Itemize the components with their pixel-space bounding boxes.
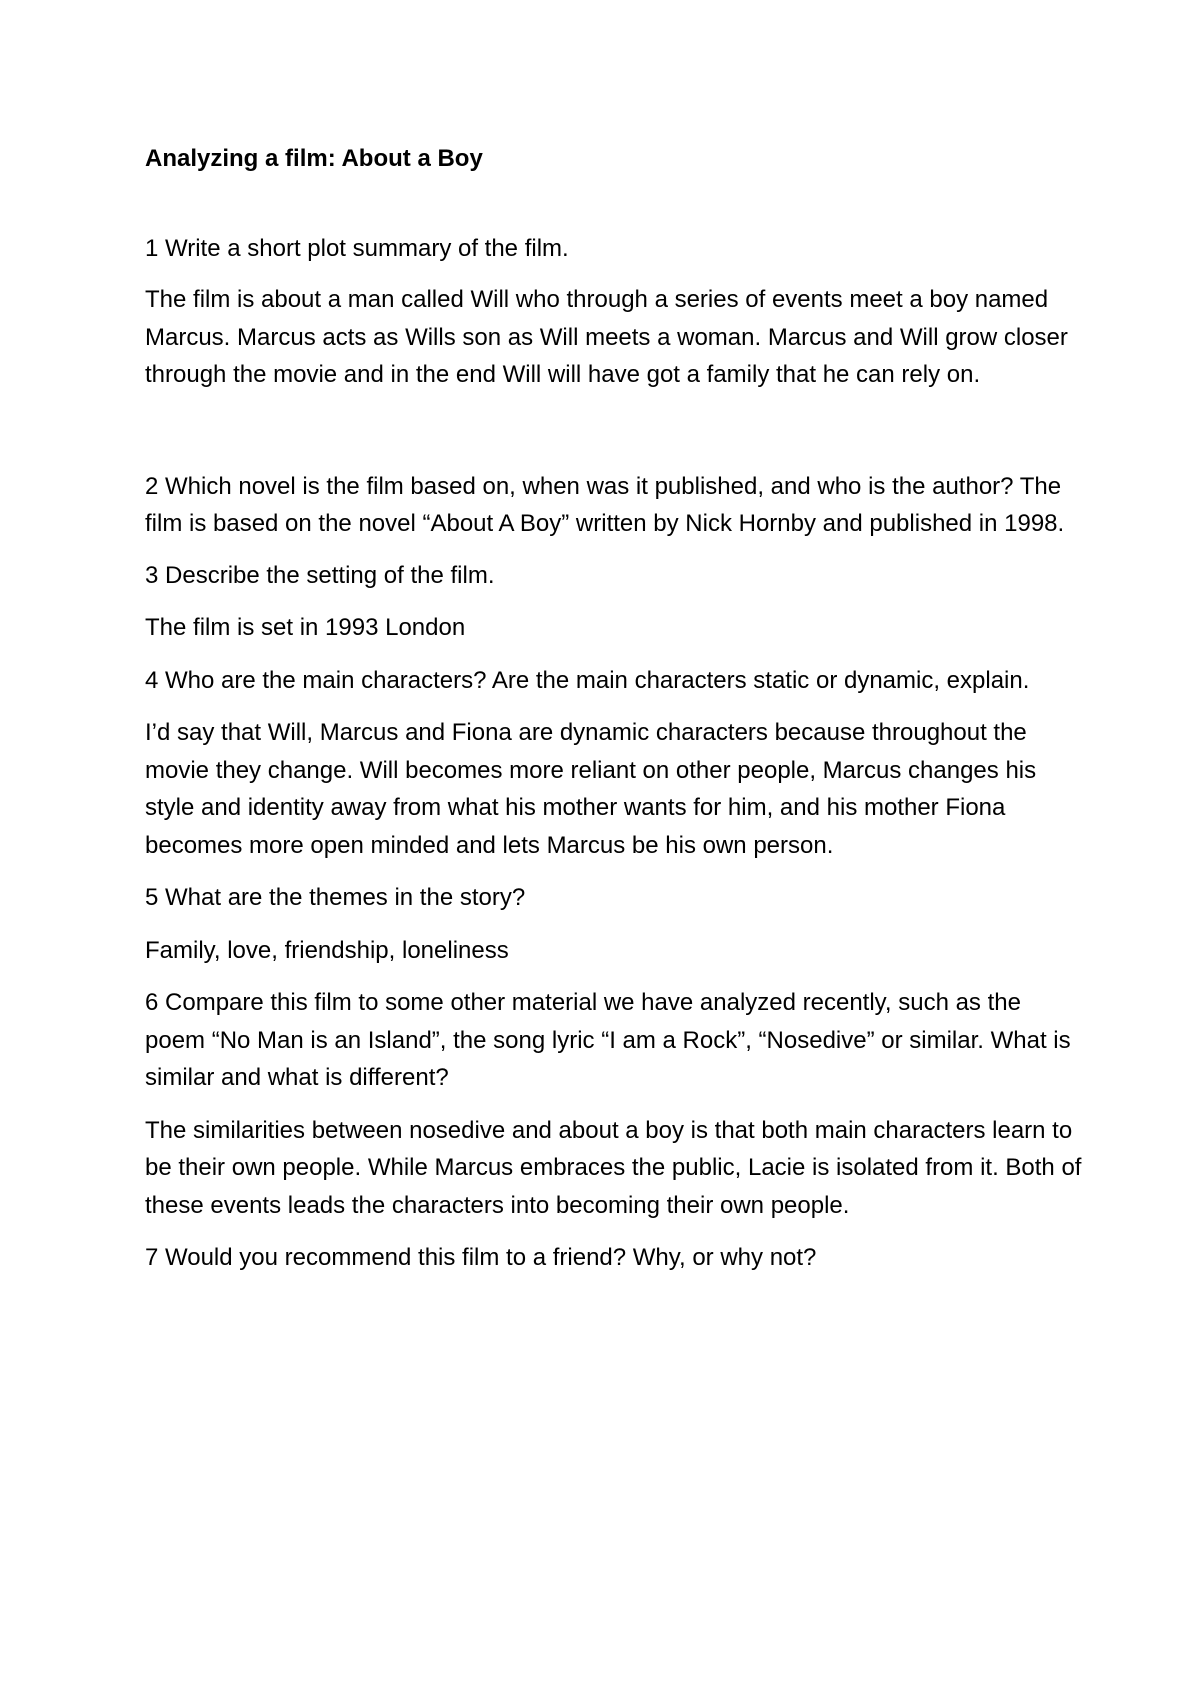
question-7: 7 Would you recommend this film to a friend? Why, or why not? — [145, 1244, 817, 1271]
document-title: Analyzing a film: About a Boy — [145, 145, 483, 172]
answer-5: Family, love, friendship, loneliness — [145, 936, 509, 964]
question-1: 1 Write a short plot summary of the film. — [145, 234, 569, 262]
question-5: 5 What are the themes in the story? — [145, 884, 526, 911]
question-2-with-answer: 2 Which novel is the film based on, when was it published, and who is the author? The film is based on the novel “About A Boy” written by Nick Hornby and published in 1998. — [145, 472, 1065, 537]
answer-1: The film is about a man called Will who through a series of events meet a boy named Marcus. Marcus acts as Wills son as Will meets a woman. Marcus and Will grow closer through the movie and in the end Will will have got a family that he can rely on. — [145, 286, 1068, 388]
document-page — [145, 140, 1085, 1292]
question-3: 3 Describe the setting of the film. — [145, 561, 495, 589]
question-6: 6 Compare this film to some other material we have analyzed recently, such as the poem “No Man is an Island”, the song lyric “I am a Rock”, “Nosedive” or similar. What is similar and what is different? — [145, 989, 1071, 1091]
answer-4: I’d say that Will, Marcus and Fiona are dynamic characters because throughout the movie they change. Will becomes more reliant on other people, Marcus changes his style and identity away from what his mother wants for him, and his mother Fiona becomes more open minded and lets Marcus be his own person. — [145, 719, 1037, 859]
question-4: 4 Who are the main characters? Are the main characters static or dynamic, explain. — [145, 666, 1030, 694]
answer-6: The similarities between nosedive and about a boy is that both main characters learn to be their own people. While Marcus embraces the public, Lacie is isolated from it. Both of these events leads the characters into becoming their own people. — [145, 1116, 1082, 1219]
answer-3: The film is set in 1993 London — [145, 614, 466, 641]
